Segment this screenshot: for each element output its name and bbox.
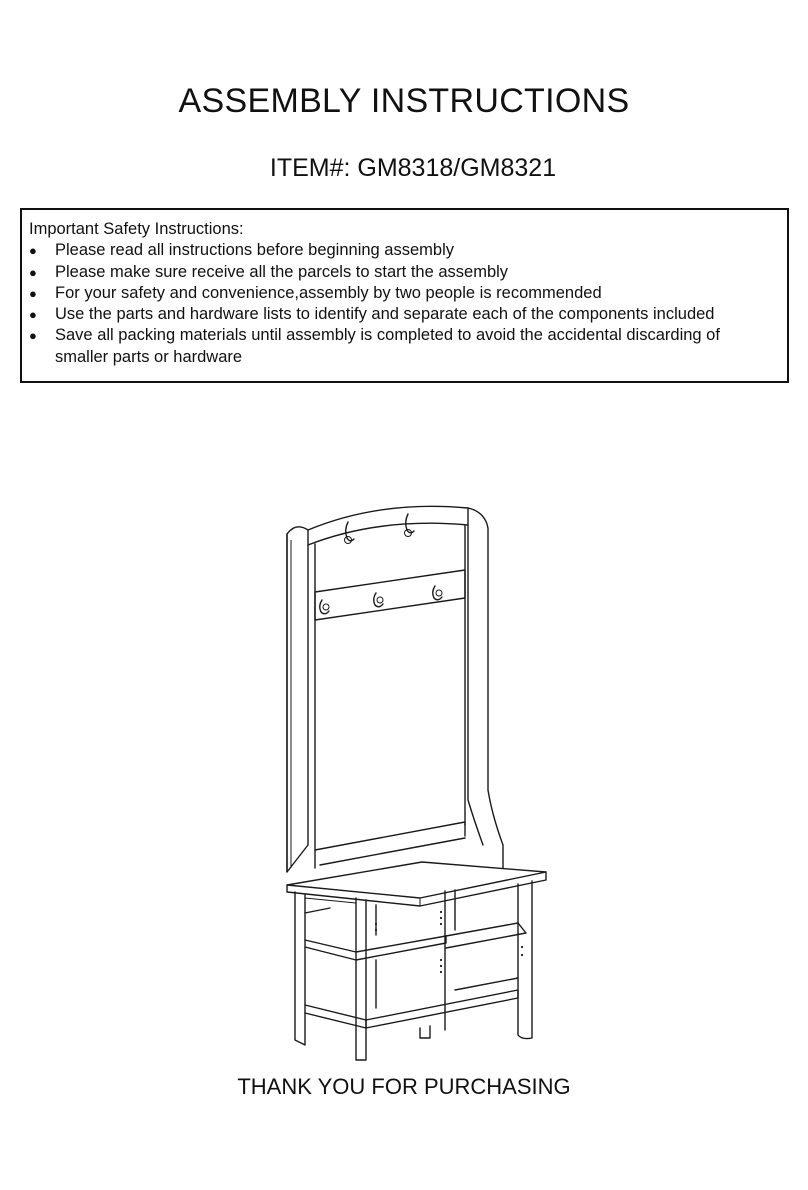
bullet-icon: ● — [29, 264, 37, 280]
safety-heading: Important Safety Instructions: — [29, 220, 244, 238]
safety-item: ● Use the parts and hardware lists to identify and separate each of the components included — [29, 304, 787, 325]
hall-tree-bench-icon — [270, 500, 560, 1065]
safety-item: ● Save all packing materials until assembly is completed to avoid the accidental discarding of smaller parts or hardware — [29, 326, 720, 366]
safety-list — [29, 240, 787, 368]
thank-you-footer: THANK YOU FOR PURCHASING — [237, 1074, 571, 1099]
bullet-icon: ● — [29, 328, 37, 344]
bullet-icon: ● — [29, 307, 37, 323]
safety-item: ● For your safety and convenience,assembly by two people is recommended — [29, 283, 787, 304]
safety-instructions-box — [20, 208, 789, 383]
safety-item: ● Please make sure receive all the parcels to start the assembly — [29, 262, 787, 283]
safety-item: ● Please read all instructions before beginning assembly — [29, 240, 787, 261]
bullet-icon: ● — [29, 285, 37, 301]
document-title: ASSEMBLY INSTRUCTIONS — [178, 82, 630, 120]
item-number: ITEM#: GM8318/GM8321 — [269, 154, 557, 182]
bullet-icon: ● — [29, 243, 37, 259]
